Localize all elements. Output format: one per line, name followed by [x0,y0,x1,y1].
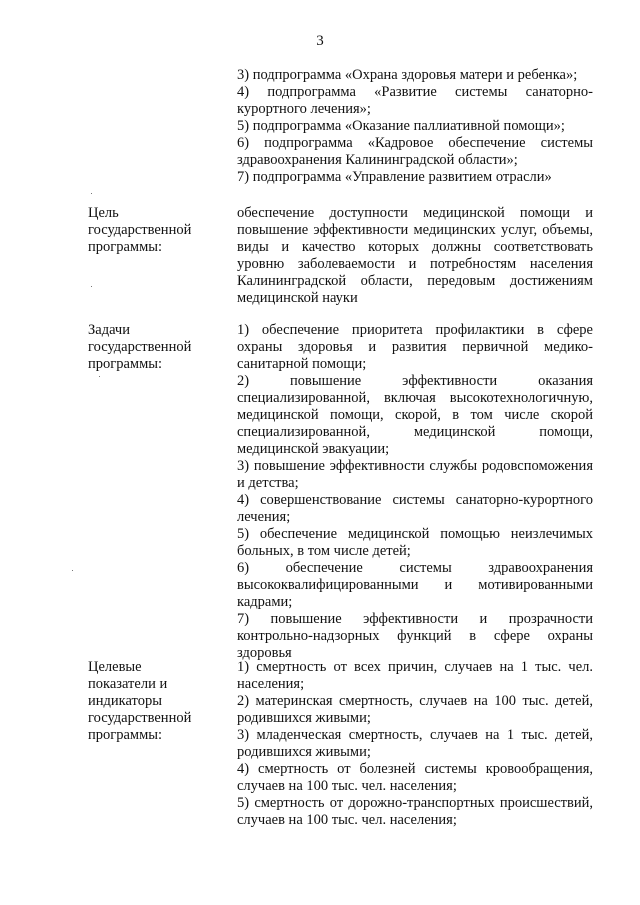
task-item: 2) повышение эффективности оказания специализированной, включая высокотехнологичную, медицинской помощи, скорой, в том числе скорой специализированной, медицинской помощи, медицинской эвакуации; [237,373,593,457]
subprogram-item: 4) подпрограмма «Развитие системы санаторно-курортного лечения»; [237,84,593,117]
subprogram-item: 6) подпрограмма «Кадровое обеспечение системы здравоохранения Калининградской области»; [237,135,593,168]
goal-text: обеспечение доступности медицинской помощи и повышение эффективности медицинских услуг, объемы, виды и качество которых должны соответствовать уровню заболеваемости и потребностям населения Калининградской области, передовым достижениям медицинской науки [237,205,593,306]
scan-speck [91,286,92,287]
task-item: 3) повышение эффективности службы родовспоможения и детства; [237,458,593,491]
indicator-item: 1) смертность от всех причин, случаев на 1 тыс. чел. населения; [237,659,593,692]
tasks-list [237,322,593,662]
task-item: 6) обеспечение системы здравоохранения высококвалифицированными и мотивированными кадрами; [237,560,593,610]
page-number: 3 [316,33,324,49]
task-item: 5) обеспечение медицинской помощью неизлечимых больных, в том числе детей; [237,526,593,559]
subprogram-item: 5) подпрограмма «Оказание паллиативной помощи»; [237,118,565,134]
scan-speck [99,376,100,377]
task-item: 1) обеспечение приоритета профилактики в сфере охраны здоровья и развития первичной медико-санитарной помощи; [237,322,593,372]
subprogram-item: 3) подпрограмма «Охрана здоровья матери и ребенка»; [237,67,578,83]
task-item: 7) повышение эффективности и прозрачности контрольно-надзорных функций в сфере охраны здоровья [237,611,593,661]
subprogram-item: 7) подпрограмма «Управление развитием отрасли» [237,169,552,185]
indicators-label: Целевые показатели и индикаторы государственной программы: [88,659,192,743]
indicator-item: 5) смертность от дорожно-транспортных происшествий, случаев на 100 тыс. чел. населения; [237,795,593,828]
indicator-item: 4) смертность от болезней системы кровообращения, случаев на 100 тыс. чел. населения; [237,761,593,794]
goal-label: Цель государственной программы: [88,205,192,255]
subprograms-list [237,67,593,186]
goal-text-block [237,205,593,307]
scan-speck [91,193,92,194]
tasks-label: Задачи государственной программы: [88,322,192,372]
scan-speck [72,570,73,571]
indicators-list [237,659,593,829]
task-item: 4) совершенствование системы санаторно-курортного лечения; [237,492,593,525]
indicator-item: 3) младенческая смертность, случаев на 1 тыс. детей, родившихся живыми; [237,727,593,760]
indicator-item: 2) материнская смертность, случаев на 100 тыс. детей, родившихся живыми; [237,693,593,726]
